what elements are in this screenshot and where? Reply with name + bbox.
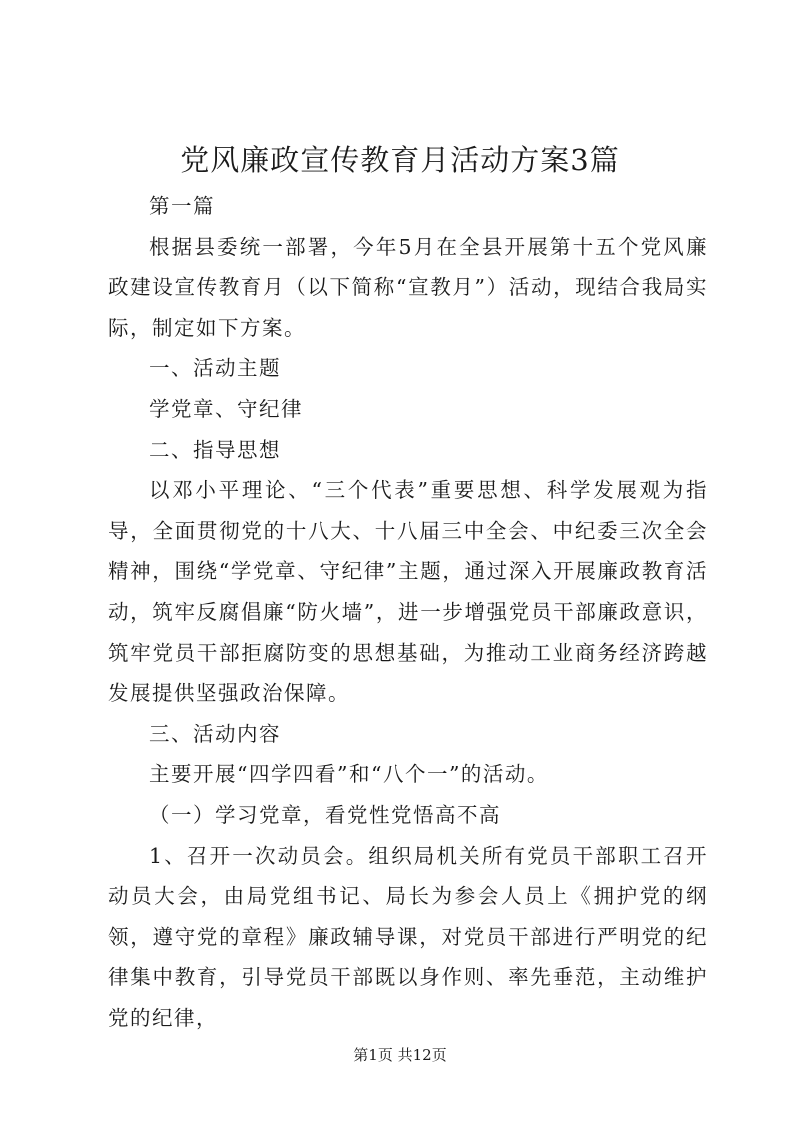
section-heading: 三、活动内容 <box>149 721 281 746</box>
subsection-heading: （一）学习党章，看党性党悟高不高 <box>149 802 501 827</box>
body-paragraph: 主要开展“四学四看”和“八个一”的活动。 <box>149 762 549 787</box>
document-title: 党风廉政宣传教育月活动方案3篇 <box>180 143 620 177</box>
body-paragraph: 根据县委统一部署，今年5月在全县开展第十五个党风廉政建设宣传教育月（以下简称“宣教月”）活动，现结合我局实际，制定如下方案。 <box>108 234 708 340</box>
section-heading: 第一篇 <box>149 194 215 218</box>
body-paragraph: 学党章、守纪律 <box>149 396 303 421</box>
section-heading: 一、活动主题 <box>149 356 281 381</box>
section-heading: 二、指导思想 <box>149 437 281 462</box>
page-footer: 第1页 共12页 <box>353 1046 447 1064</box>
document-body <box>108 186 708 1038</box>
body-paragraph: 1、召开一次动员会。组织局机关所有党员干部职工召开动员大会，由局党组书记、局长为参会人员上《拥护党的纲领，遵守党的章程》廉政辅导课，对党员干部进行严明党的纪律集中教育，引导党员干部既以身作则、率先垂范，主动维护党的纪律， <box>108 843 708 1030</box>
body-paragraph: 以邓小平理论、“三个代表”重要思想、科学发展观为指导，全面贯彻党的十八大、十八届三中全会、中纪委三次全会精神，围绕“学党章、守纪律”主题，通过深入开展廉政教育活动，筑牢反腐倡廉“防火墙”，进一步增强党员干部廉政意识，筑牢党员干部拒腐防变的思想基础，为推动工业商务经济跨越发展提供坚强政治保障。 <box>108 478 708 706</box>
